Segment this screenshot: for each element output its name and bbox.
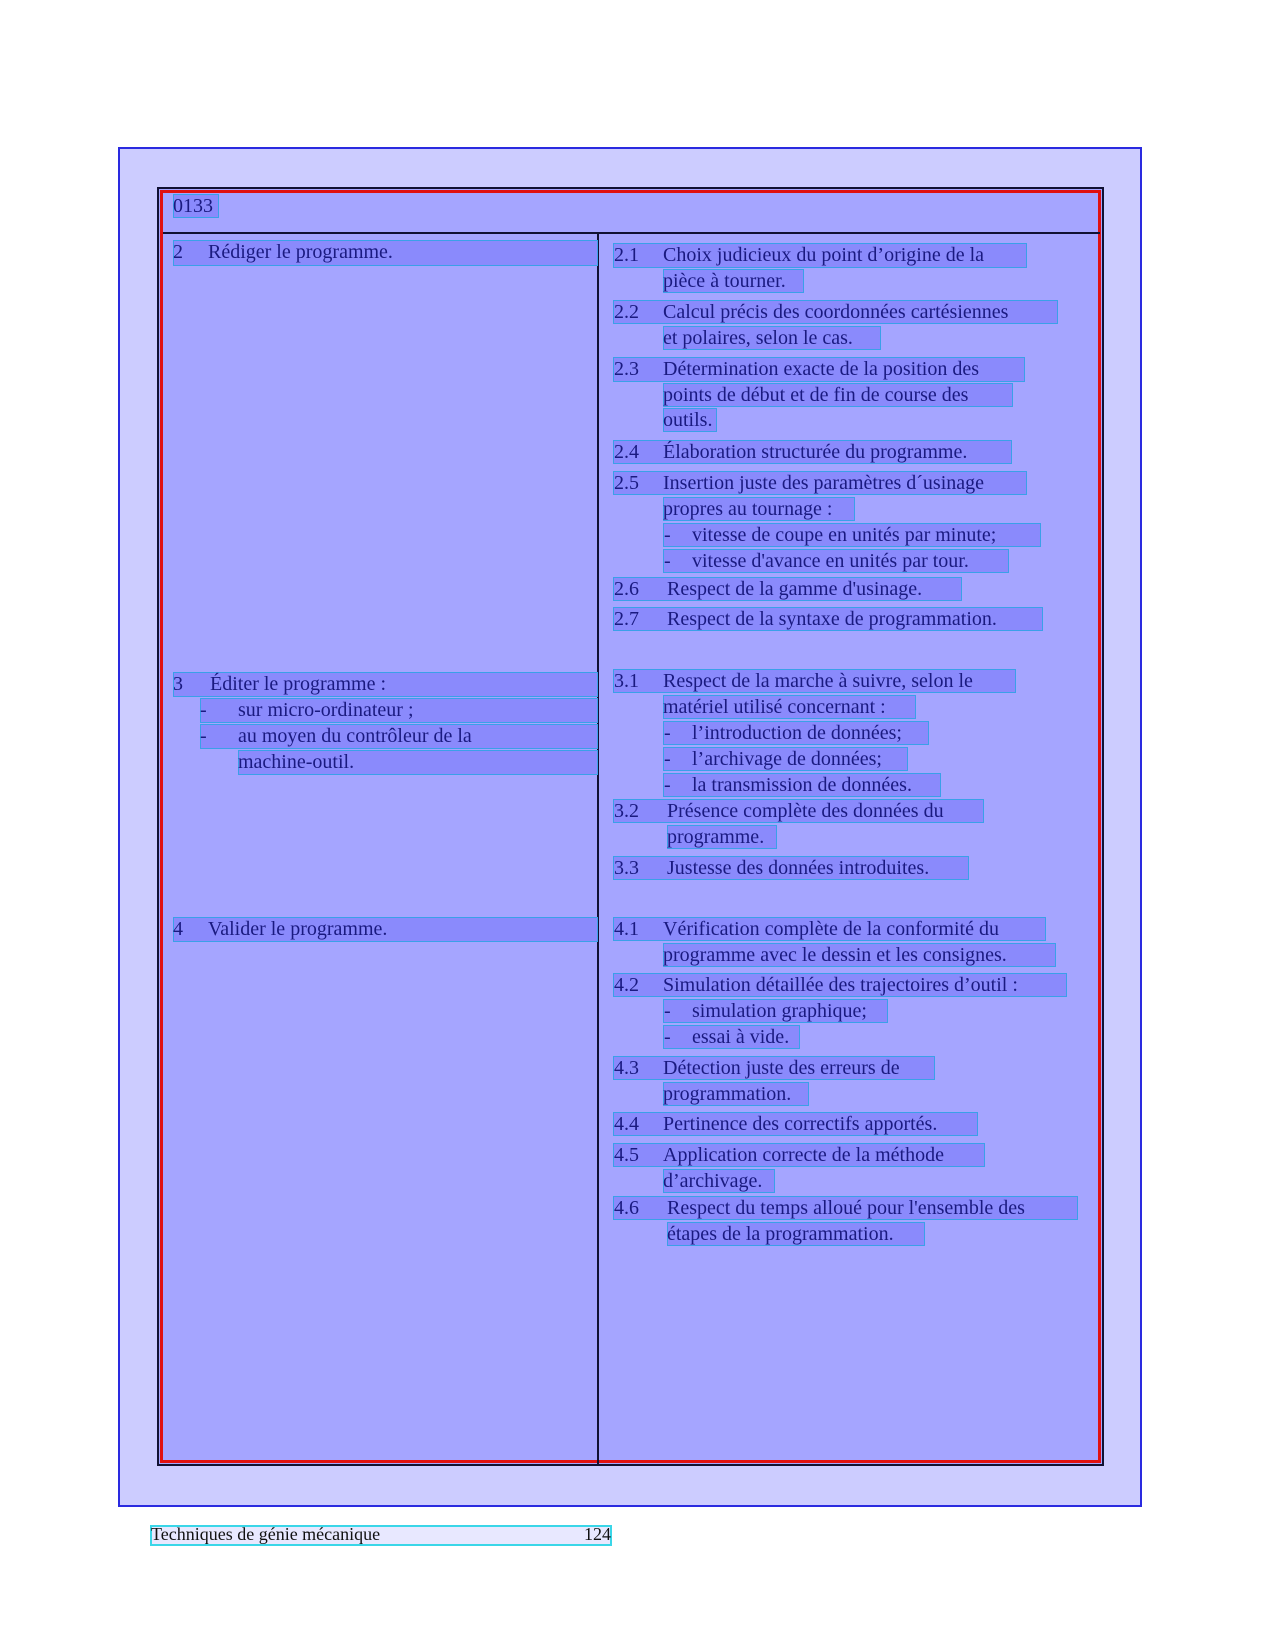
criterion-number: 4.3 xyxy=(614,1057,639,1079)
criterion-bullet-text: l’archivage de données; xyxy=(692,748,882,770)
criterion-text: d’archivage. xyxy=(663,1170,763,1192)
task-text: Valider le programme. xyxy=(208,918,388,940)
criterion-text: étapes de la programmation. xyxy=(667,1223,894,1245)
criterion-text: Pertinence des correctifs apportés. xyxy=(663,1113,938,1135)
criterion-number: 2.6 xyxy=(614,578,639,600)
criterion-number: 3.1 xyxy=(614,670,639,692)
criterion-text: et polaires, selon le cas. xyxy=(663,327,853,349)
table-header-row xyxy=(163,194,1100,234)
list-bullet: - xyxy=(664,748,671,770)
criterion-text: Élaboration structurée du programme. xyxy=(663,441,968,463)
list-bullet: - xyxy=(664,1026,671,1048)
criterion-text: Application correcte de la méthode xyxy=(663,1144,944,1166)
criterion-number: 4.2 xyxy=(614,974,639,996)
criterion-text: programme. xyxy=(667,826,765,848)
criterion-text: matériel utilisé concernant : xyxy=(663,696,886,718)
list-bullet: - xyxy=(664,524,671,546)
criterion-text: propres au tournage : xyxy=(663,498,833,520)
criterion-text: Vérification complète de la conformité du xyxy=(663,918,999,940)
criterion-text: Choix judicieux du point d’origine de la xyxy=(663,244,985,266)
criterion-text: Détermination exacte de la position des xyxy=(663,358,980,380)
task-text: Rédiger le programme. xyxy=(208,241,393,263)
criterion-number: 4.1 xyxy=(614,918,639,940)
criterion-text: pièce à tourner. xyxy=(663,270,786,292)
criterion-bullet-text: la transmission de données. xyxy=(692,774,912,796)
criterion-number: 2.7 xyxy=(614,608,639,630)
list-bullet: - xyxy=(200,699,207,721)
footer-title: Techniques de génie mécanique xyxy=(151,1524,381,1544)
criterion-number: 2.4 xyxy=(614,441,639,463)
criterion-text: Respect de la marche à suivre, selon le xyxy=(663,670,973,692)
task-number: 2 xyxy=(173,241,183,263)
sub-item-text: machine-outil. xyxy=(238,751,355,773)
criterion-number: 4.5 xyxy=(614,1144,639,1166)
criterion-text: Détection juste des erreurs de xyxy=(663,1057,900,1079)
page-number: 124 xyxy=(584,1524,611,1544)
task-number: 3 xyxy=(173,673,183,695)
criterion-number: 3.3 xyxy=(614,857,639,879)
list-bullet: - xyxy=(664,722,671,744)
column-divider xyxy=(597,234,599,1464)
header-code: 0133 xyxy=(173,195,213,217)
criterion-text: Respect de la gamme d'usinage. xyxy=(667,578,923,600)
task-number: 4 xyxy=(173,918,183,940)
criterion-text: Respect du temps alloué pour l'ensemble des xyxy=(667,1197,1025,1219)
list-bullet: - xyxy=(664,774,671,796)
criterion-number: 2.2 xyxy=(614,301,639,323)
criterion-text: Calcul précis des coordonnées cartésiennes xyxy=(663,301,1009,323)
criterion-bullet-text: l’introduction de données; xyxy=(692,722,902,744)
criterion-text: Respect de la syntaxe de programmation. xyxy=(667,608,997,630)
sub-item-text: au moyen du contrôleur de la xyxy=(238,725,472,747)
list-bullet: - xyxy=(664,550,671,572)
criterion-bullet-text: vitesse d'avance en unités par tour. xyxy=(692,550,969,572)
criterion-text: programmation. xyxy=(663,1083,792,1105)
criterion-number: 2.5 xyxy=(614,472,639,494)
criterion-number: 4.4 xyxy=(614,1113,639,1135)
criterion-text: programme avec le dessin et les consignes. xyxy=(663,944,1007,966)
criterion-text: Présence complète des données du xyxy=(667,800,944,822)
criterion-text: Simulation détaillée des trajectoires d’outil : xyxy=(663,974,1018,996)
sub-item-text: sur micro-ordinateur ; xyxy=(238,699,414,721)
list-bullet: - xyxy=(664,1000,671,1022)
criterion-number: 3.2 xyxy=(614,800,639,822)
criterion-number: 4.6 xyxy=(614,1197,639,1219)
list-bullet: - xyxy=(200,725,207,747)
criterion-bullet-text: vitesse de coupe en unités par minute; xyxy=(692,524,997,546)
criterion-number: 2.3 xyxy=(614,358,639,380)
criterion-text: points de début et de fin de course des xyxy=(663,384,969,406)
criterion-text: Justesse des données introduites. xyxy=(667,857,930,879)
criterion-text: outils. xyxy=(663,409,713,431)
criterion-text: Insertion juste des paramètres d´usinage xyxy=(663,472,985,494)
task-text: Éditer le programme : xyxy=(210,673,387,695)
criterion-bullet-text: essai à vide. xyxy=(692,1026,790,1048)
criterion-bullet-text: simulation graphique; xyxy=(692,1000,867,1022)
criterion-number: 2.1 xyxy=(614,244,639,266)
